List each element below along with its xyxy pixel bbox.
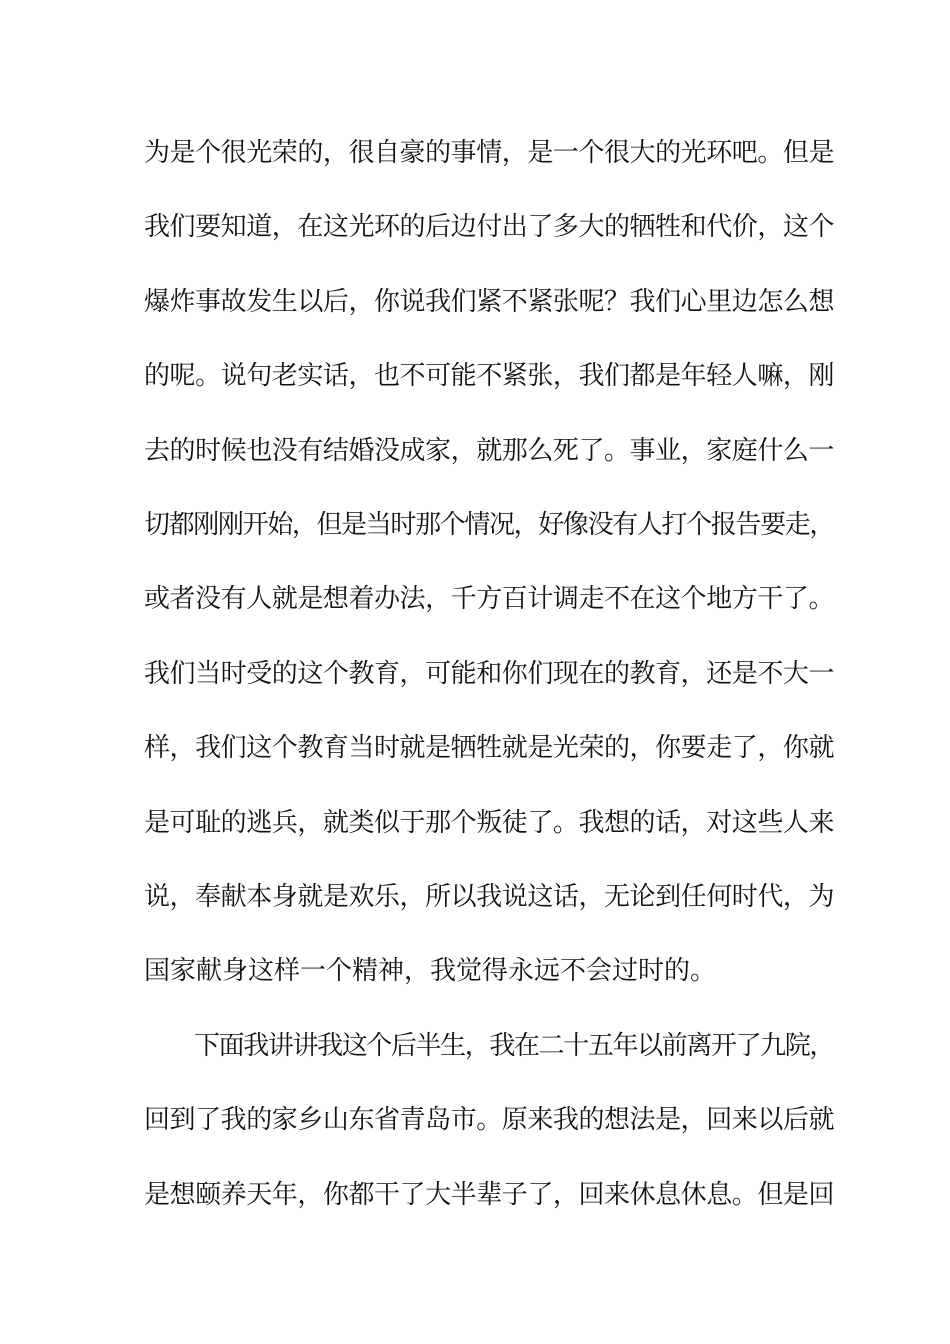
text-line: 的呢。说句老实话，也不可能不紧张，我们都是年轻人嘛，刚 — [144, 361, 835, 391]
text-line: 样，我们这个教育当时就是牺牲就是光荣的，你要走了，你就 — [144, 733, 835, 763]
text-line: 回到了我的家乡山东省青岛市。原来我的想法是，回来以后就 — [144, 1105, 835, 1135]
text-line: 去的时候也没有结婚没成家，就那么死了。事业，家庭什么一 — [144, 436, 835, 466]
text-line: 我们要知道，在这光环的后边付出了多大的牺牲和代价，这个 — [144, 212, 835, 242]
text-line-indented: 下面我讲讲我这个后半生，我在二十五年以前离开了九院， — [194, 1031, 835, 1061]
text-line: 我们当时受的这个教育，可能和你们现在的教育，还是不大一 — [144, 659, 835, 689]
text-line: 说，奉献本身就是欢乐，所以我说这话，无论到任何时代，为 — [144, 882, 835, 912]
text-line: 为是个很光荣的，很自豪的事情，是一个很大的光环吧。但是 — [144, 138, 835, 168]
text-line: 或者没有人就是想着办法，千方百计调走不在这个地方干了。 — [144, 584, 835, 614]
text-line: 国家献身这样一个精神，我觉得永远不会过时的。 — [144, 956, 717, 986]
text-line: 是可耻的逃兵，就类似于那个叛徒了。我想的话，对这些人来 — [144, 808, 835, 838]
text-line: 是想颐养天年，你都干了大半辈子了，回来休息休息。但是回 — [144, 1180, 835, 1210]
text-line: 切都刚刚开始，但是当时那个情况，好像没有人打个报告要走， — [144, 510, 835, 540]
text-line: 爆炸事故发生以后，你说我们紧不紧张呢？我们心里边怎么想 — [144, 287, 835, 317]
